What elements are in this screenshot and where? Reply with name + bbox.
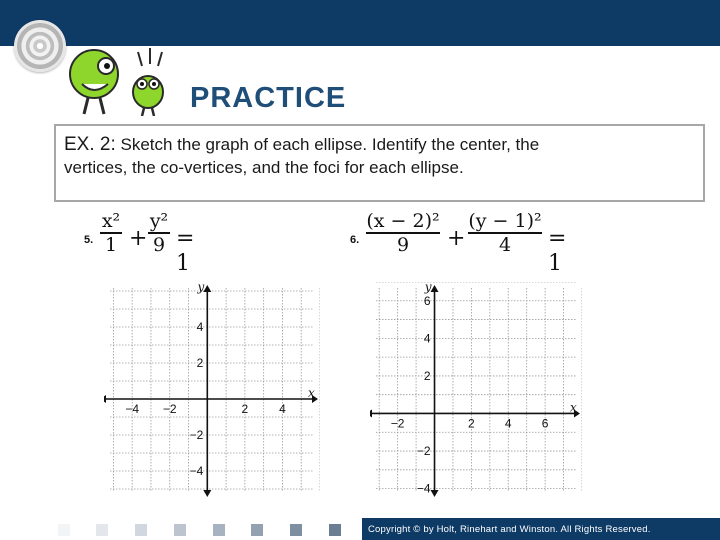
y-tick-label: −2: [416, 444, 431, 459]
y-axis-label: y: [424, 282, 432, 294]
fraction-term-1: x² 1: [101, 210, 121, 256]
instruction-line-2: vertices, the co-vertices, and the foci for each ellipse.: [64, 158, 464, 177]
equals-one: = 1: [548, 226, 567, 276]
y-tick-label: −2: [189, 428, 204, 442]
problem-6-grid: [370, 282, 582, 498]
y-tick-label: −4: [189, 464, 204, 478]
example-box: [54, 124, 705, 202]
x-axis-label: x: [308, 386, 315, 400]
plus-sign: +: [129, 226, 148, 251]
slide-title: PRACTICE: [190, 82, 347, 114]
fraction-term-1: (x − 2)² 9: [366, 210, 440, 256]
instruction-text-1: Sketch the graph of each ellipse. Identify the center, the: [120, 135, 540, 154]
x-arrow-left-icon: [370, 409, 372, 417]
y-tick-label: 2: [423, 368, 431, 383]
x-tick-label: 2: [468, 416, 475, 431]
x-tick-label: 6: [541, 416, 549, 431]
y-axis-label: y: [197, 282, 205, 294]
header-bar: [0, 0, 720, 46]
disc-logo-icon: [14, 20, 66, 72]
x-tick-label: −2: [390, 416, 405, 431]
copyright-text: Copyright © by Holt, Rinehart and Winston. All Rights Reserved.: [368, 524, 651, 535]
y-arrow-up-icon: [203, 285, 211, 292]
x-tick-label: 2: [241, 402, 249, 416]
x-tick-label: −2: [162, 402, 177, 416]
instruction-line-1: [64, 134, 695, 156]
y-tick-label: 4: [423, 331, 431, 346]
problem-number: 6.: [350, 234, 360, 246]
y-arrow-down-icon: [431, 490, 439, 497]
mascot-characters-icon: [62, 44, 174, 116]
fraction-term-2: y² 9: [149, 210, 169, 256]
problem-number: 5.: [84, 234, 94, 246]
x-arrow-left-icon: [104, 395, 106, 403]
example-label: EX. 2:: [64, 134, 116, 155]
y-tick-label: 2: [196, 356, 204, 370]
x-axis-label: x: [570, 400, 577, 415]
y-arrow-up-icon: [431, 285, 439, 292]
y-tick-label: 4: [196, 320, 204, 334]
plus-sign: +: [447, 226, 466, 251]
x-tick-label: 4: [504, 416, 512, 431]
y-tick-label: 6: [423, 293, 431, 308]
y-arrow-down-icon: [203, 490, 211, 497]
problem-5-grid: [104, 282, 320, 498]
y-tick-label: −4: [416, 481, 431, 496]
fraction-term-2: (y − 1)² 4: [468, 210, 542, 256]
equals-one: = 1: [176, 226, 195, 276]
x-tick-label: −4: [125, 402, 140, 416]
x-tick-label: 4: [279, 402, 286, 416]
